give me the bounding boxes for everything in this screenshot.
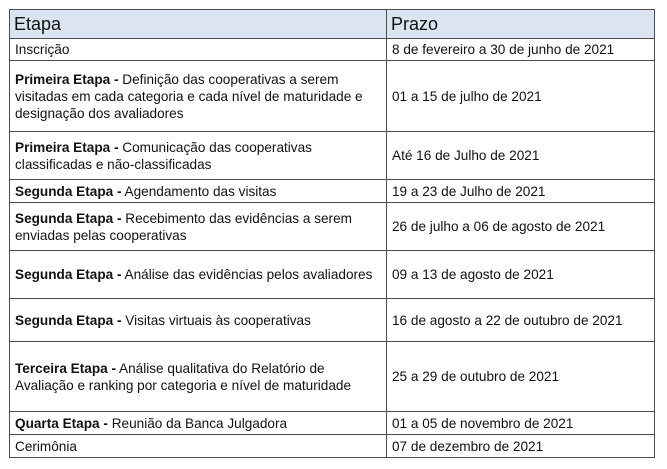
stage-description: Cerimônia bbox=[15, 438, 77, 454]
table-row bbox=[10, 342, 655, 412]
stage-description: Análise qualitativa do Relatório de Avaliação e ranking por categoria e nível de maturidade bbox=[15, 360, 352, 393]
table-header-row bbox=[10, 10, 655, 39]
stage-description: Recebimento das evidências a serem enviadas pelas cooperativas bbox=[15, 210, 352, 243]
header-etapa: Etapa bbox=[10, 10, 387, 39]
schedule-table-container bbox=[9, 9, 655, 458]
stage-cell bbox=[10, 132, 387, 180]
stage-description: Inscrição bbox=[15, 42, 70, 57]
table-row bbox=[10, 39, 655, 61]
deadline-cell: 26 de julho a 06 de agosto de 2021 bbox=[387, 203, 655, 251]
deadline-cell: 19 a 23 de Julho de 2021 bbox=[387, 180, 655, 203]
stage-description: Agendamento das visitas bbox=[121, 183, 277, 199]
stage-label: Segunda Etapa - bbox=[15, 183, 122, 199]
schedule-table bbox=[9, 9, 655, 458]
table-row bbox=[10, 412, 655, 435]
stage-cell bbox=[10, 299, 387, 342]
stage-cell bbox=[10, 342, 387, 412]
table-row bbox=[10, 132, 655, 180]
stage-label: Quarta Etapa - bbox=[15, 415, 108, 431]
stage-description: Visitas virtuais às cooperativas bbox=[121, 312, 311, 328]
stage-description: Definição das cooperativas a serem visitadas em cada categoria e cada nível de maturidade e designação dos avaliadores bbox=[15, 71, 363, 121]
header-prazo: Prazo bbox=[387, 10, 655, 39]
stage-cell bbox=[10, 251, 387, 299]
table-row bbox=[10, 61, 655, 132]
stage-description: Reunião da Banca Julgadora bbox=[107, 415, 288, 431]
table-row bbox=[10, 203, 655, 251]
stage-label: Segunda Etapa - bbox=[15, 210, 122, 226]
deadline-cell: 25 a 29 de outubro de 2021 bbox=[387, 342, 655, 412]
stage-label: Terceira Etapa - bbox=[15, 360, 116, 376]
deadline-cell: 09 a 13 de agosto de 2021 bbox=[387, 251, 655, 299]
deadline-cell: 16 de agosto a 22 de outubro de 2021 bbox=[387, 299, 655, 342]
table-row bbox=[10, 180, 655, 203]
stage-cell bbox=[10, 412, 387, 435]
deadline-cell: 01 a 05 de novembro de 2021 bbox=[387, 412, 655, 435]
table-row bbox=[10, 435, 655, 458]
stage-label: Segunda Etapa - bbox=[15, 312, 122, 328]
table-row bbox=[10, 251, 655, 299]
stage-cell bbox=[10, 435, 387, 458]
stage-cell bbox=[10, 180, 387, 203]
stage-description: Comunicação das cooperativas classificadas e não-classificadas bbox=[15, 139, 312, 172]
stage-description: Análise das evidências pelos avaliadores bbox=[121, 267, 373, 282]
stage-cell bbox=[10, 39, 387, 61]
stage-cell bbox=[10, 203, 387, 251]
deadline-cell: 8 de fevereiro a 30 de junho de 2021 bbox=[387, 39, 655, 61]
deadline-cell: 07 de dezembro de 2021 bbox=[387, 435, 655, 458]
deadline-cell: Até 16 de Julho de 2021 bbox=[387, 132, 655, 180]
stage-label: Primeira Etapa - bbox=[15, 71, 119, 87]
stage-cell bbox=[10, 61, 387, 132]
stage-label: Primeira Etapa - bbox=[15, 139, 119, 155]
stage-label: Segunda Etapa - bbox=[15, 267, 122, 282]
table-row bbox=[10, 299, 655, 342]
deadline-cell: 01 a 15 de julho de 2021 bbox=[387, 61, 655, 132]
